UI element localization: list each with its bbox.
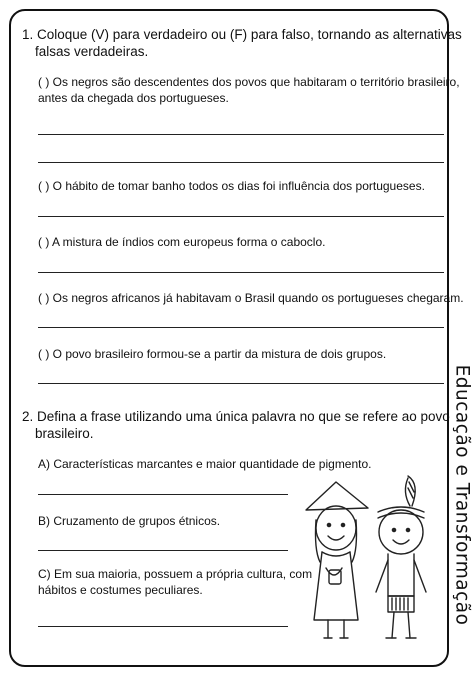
q1-item-1: ( ) Os negros são descendentes dos povos que habitaram o território brasileiro, antes da chegada dos portugueses.	[38, 75, 460, 105]
q1-item-2: ( ) O hábito de tomar banho todos os dias foi influência dos portugueses.	[38, 179, 425, 193]
q1-item-3: ( ) A mistura de índios com europeus forma o caboclo.	[38, 235, 326, 249]
q1-item-5: ( ) O povo brasileiro formou-se a partir da mistura de dois grupos.	[38, 347, 387, 361]
answer-line[interactable]	[38, 162, 444, 163]
question-1-title: 1. Coloque (V) para verdadeiro ou (F) para falso, tornando as alternativas falsas verdadeiras.	[22, 27, 462, 59]
q2-item-c: C) Em sua maioria, possuem a própria cultura, com hábitos e costumes peculiares.	[38, 567, 313, 597]
question-2-title: 2. Defina a frase utilizando uma única palavra no que se refere ao povo brasileiro.	[22, 409, 450, 441]
answer-line[interactable]	[38, 216, 444, 217]
answer-line[interactable]	[38, 550, 288, 551]
answer-line[interactable]	[38, 327, 444, 328]
children-illustration	[296, 470, 436, 650]
answer-line[interactable]	[38, 383, 444, 384]
side-brand-text: Educação e Transformação	[451, 364, 472, 626]
q1-item-4: ( ) Os negros africanos já habitavam o Brasil quando os portugueses chegaram.	[38, 291, 464, 305]
answer-line[interactable]	[38, 626, 288, 627]
q2-item-b: B) Cruzamento de grupos étnicos.	[38, 514, 221, 528]
answer-line[interactable]	[38, 272, 444, 273]
answer-line[interactable]	[38, 494, 288, 495]
answer-line[interactable]	[38, 134, 444, 135]
q2-item-a: A) Características marcantes e maior quantidade de pigmento.	[38, 457, 372, 471]
